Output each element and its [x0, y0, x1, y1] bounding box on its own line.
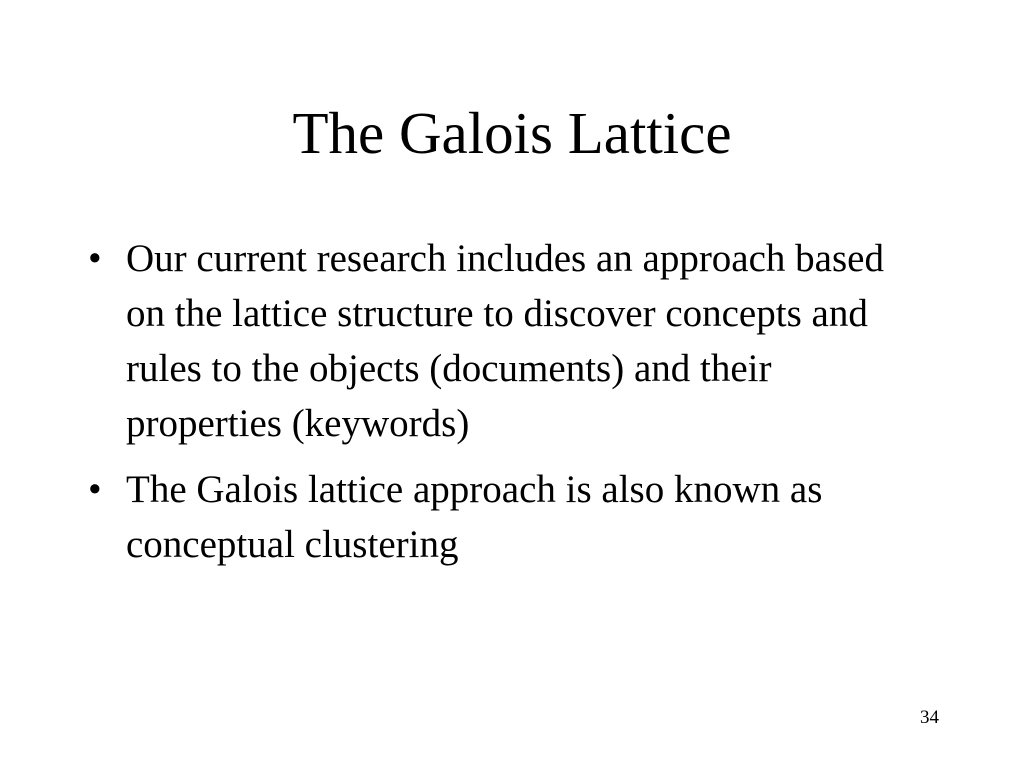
slide-title: The Galois Lattice — [292, 100, 732, 166]
bullet-dot-icon: • — [88, 237, 102, 280]
page-number: 34 — [920, 707, 939, 728]
bullet-text-1: Our current research includes an approach based on the lattice structure to discover concepts and rules to the objects (documents) and their properties (keywords) — [126, 237, 884, 445]
bullet-dot-icon: • — [88, 468, 102, 511]
bullet-item-1 — [84, 231, 924, 451]
bullet-list — [84, 231, 924, 583]
bullet-text-2: The Galois lattice approach is also known as conceptual clustering — [126, 468, 823, 566]
bullet-item-2 — [84, 462, 924, 572]
